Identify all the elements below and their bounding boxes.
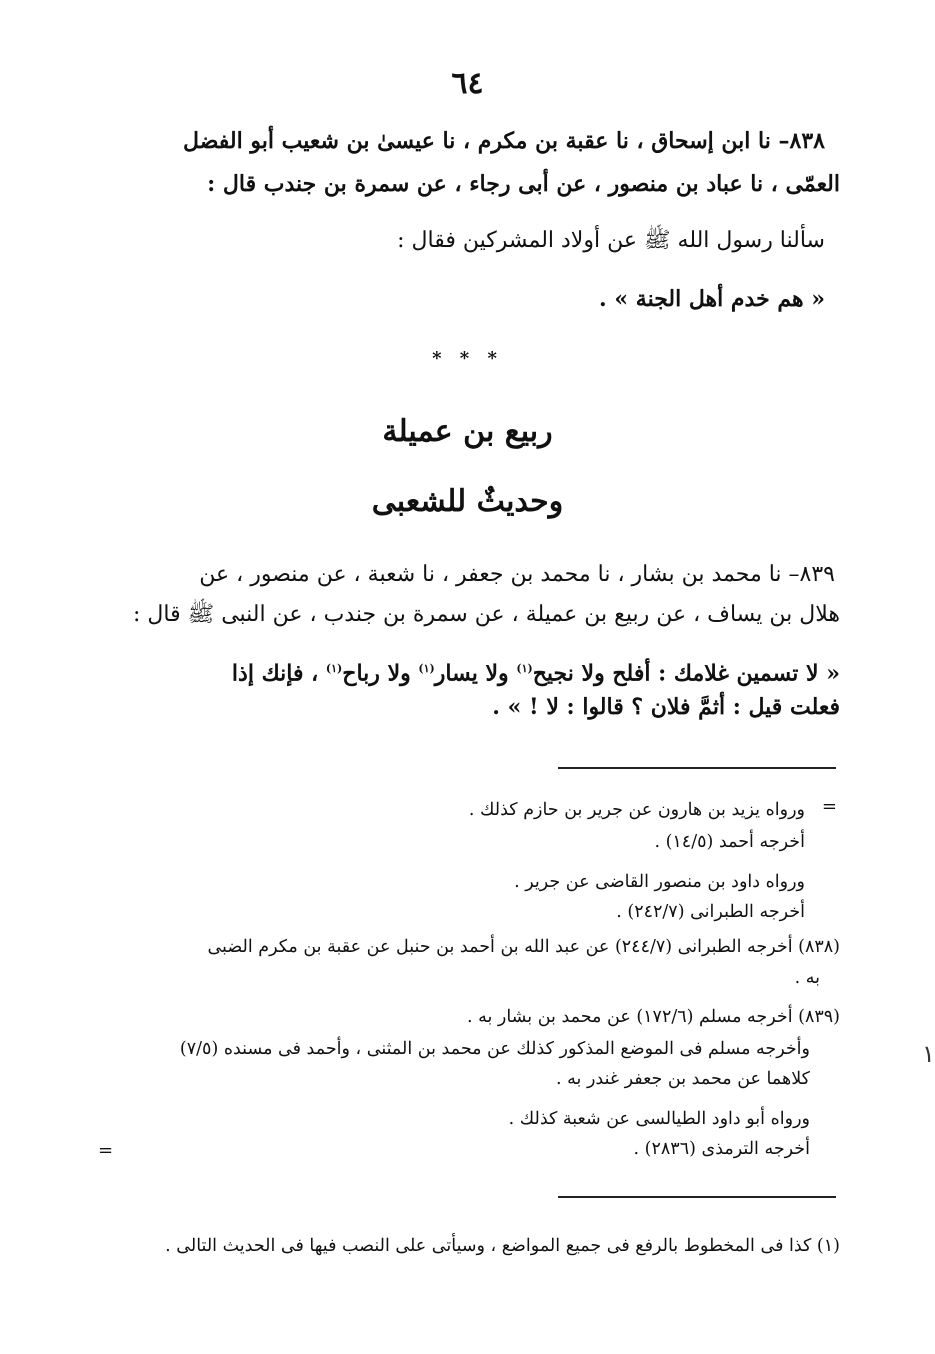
editor-note: (١) كذا فى المخطوط بالرفع فى جميع المواضع ، وسيأتى على النصب فيها فى الحديث التالى . (165, 1236, 840, 1256)
footnote-839-line: أخرجه الترمذى (٢٨٣٦) . (633, 1139, 810, 1159)
footnote-839-line: كلاهما عن محمد بن جعفر غندر به . (556, 1069, 810, 1089)
end-mark: = (98, 1140, 114, 1161)
hadith-839-line-1: ٨٣٩– نا محمد بن بشار ، نا محمد بن جعفر ، نا شعبة ، عن منصور ، عن (199, 562, 835, 587)
margin-mark: ١ (922, 1040, 935, 1068)
continuation-mark: = (821, 796, 837, 817)
hadith-838-line-3: سألنا رسول الله ﷺ عن أولاد المشركين فقال : (397, 228, 825, 253)
footnote-line: ورواه يزيد بن هارون عن جرير بن حازم كذلك . (468, 800, 805, 820)
hadith-839-line-2: هلال بن يساف ، عن ربيع بن عميلة ، عن سمرة بن جندب ، عن النبى ﷺ قال : (133, 602, 840, 627)
footnote-ref: (١) (516, 662, 533, 675)
hadith-839-line-3-part-b: ولا يسار (434, 660, 517, 687)
hadith-839-line-3-part-a: « لا تسمين غلامك : أفلح ولا نجيح (532, 660, 840, 687)
footnote-divider (558, 767, 836, 769)
footnote-839-line: ورواه أبو داود الطيالسى عن شعبة كذلك . (508, 1109, 810, 1129)
footnote-839-line: وأخرجه مسلم فى الموضع المذكور كذلك عن محمد بن المثنى ، وأحمد فى مسنده (٧/٥) (179, 1039, 810, 1059)
section-title: ربيع بن عميلة (382, 414, 553, 449)
hadith-839-line-3 (95, 652, 840, 690)
footnote-839-line-1: (٨٣٩) أخرجه مسلم (١٧٢/٦) عن محمد بن بشار به . (466, 1007, 840, 1027)
page-number: ٦٤ (451, 66, 484, 101)
hadith-839-line-3-part-c: ولا رباح (342, 660, 419, 687)
hadith-839-line-4: فعلت قيل : أثمَّ فلان ؟ قالوا : لا ! » . (492, 694, 840, 720)
footnote-ref: (١) (418, 662, 435, 675)
section-separator: * * * (432, 348, 503, 369)
footnote-line: ورواه داود بن منصور القاضى عن جرير . (514, 872, 805, 892)
hadith-838-line-4: « هم خدم أهل الجنة » . (599, 286, 825, 312)
footnote-line: أخرجه الطبرانى (٢٤٢/٧) . (616, 902, 805, 922)
hadith-838-line-2: العمّى ، نا عباد بن منصور ، عن أبى رجاء ، عن سمرة بن جندب قال : (207, 171, 840, 197)
footnote-line: أخرجه أحمد (١٤/٥) . (654, 832, 805, 852)
editor-note-divider (558, 1196, 836, 1198)
section-subtitle: وحديثٌ للشعبى (371, 484, 564, 519)
hadith-838-line-1: ٨٣٨– نا ابن إسحاق ، نا عقبة بن مكرم ، نا عيسىٰ بن شعيب أبو الفضل (183, 128, 825, 154)
hadith-839-line-3-part-d: ، فإنك إذا (231, 660, 326, 687)
footnote-838-line-1: (٨٣٨) أخرجه الطبرانى (٢٤٤/٧) عن عبد الله بن أحمد بن حنبل عن عقبة بن مكرم الضبى (207, 937, 840, 957)
footnote-838-line-2: به . (794, 968, 820, 988)
footnote-ref: (١) (325, 662, 343, 675)
